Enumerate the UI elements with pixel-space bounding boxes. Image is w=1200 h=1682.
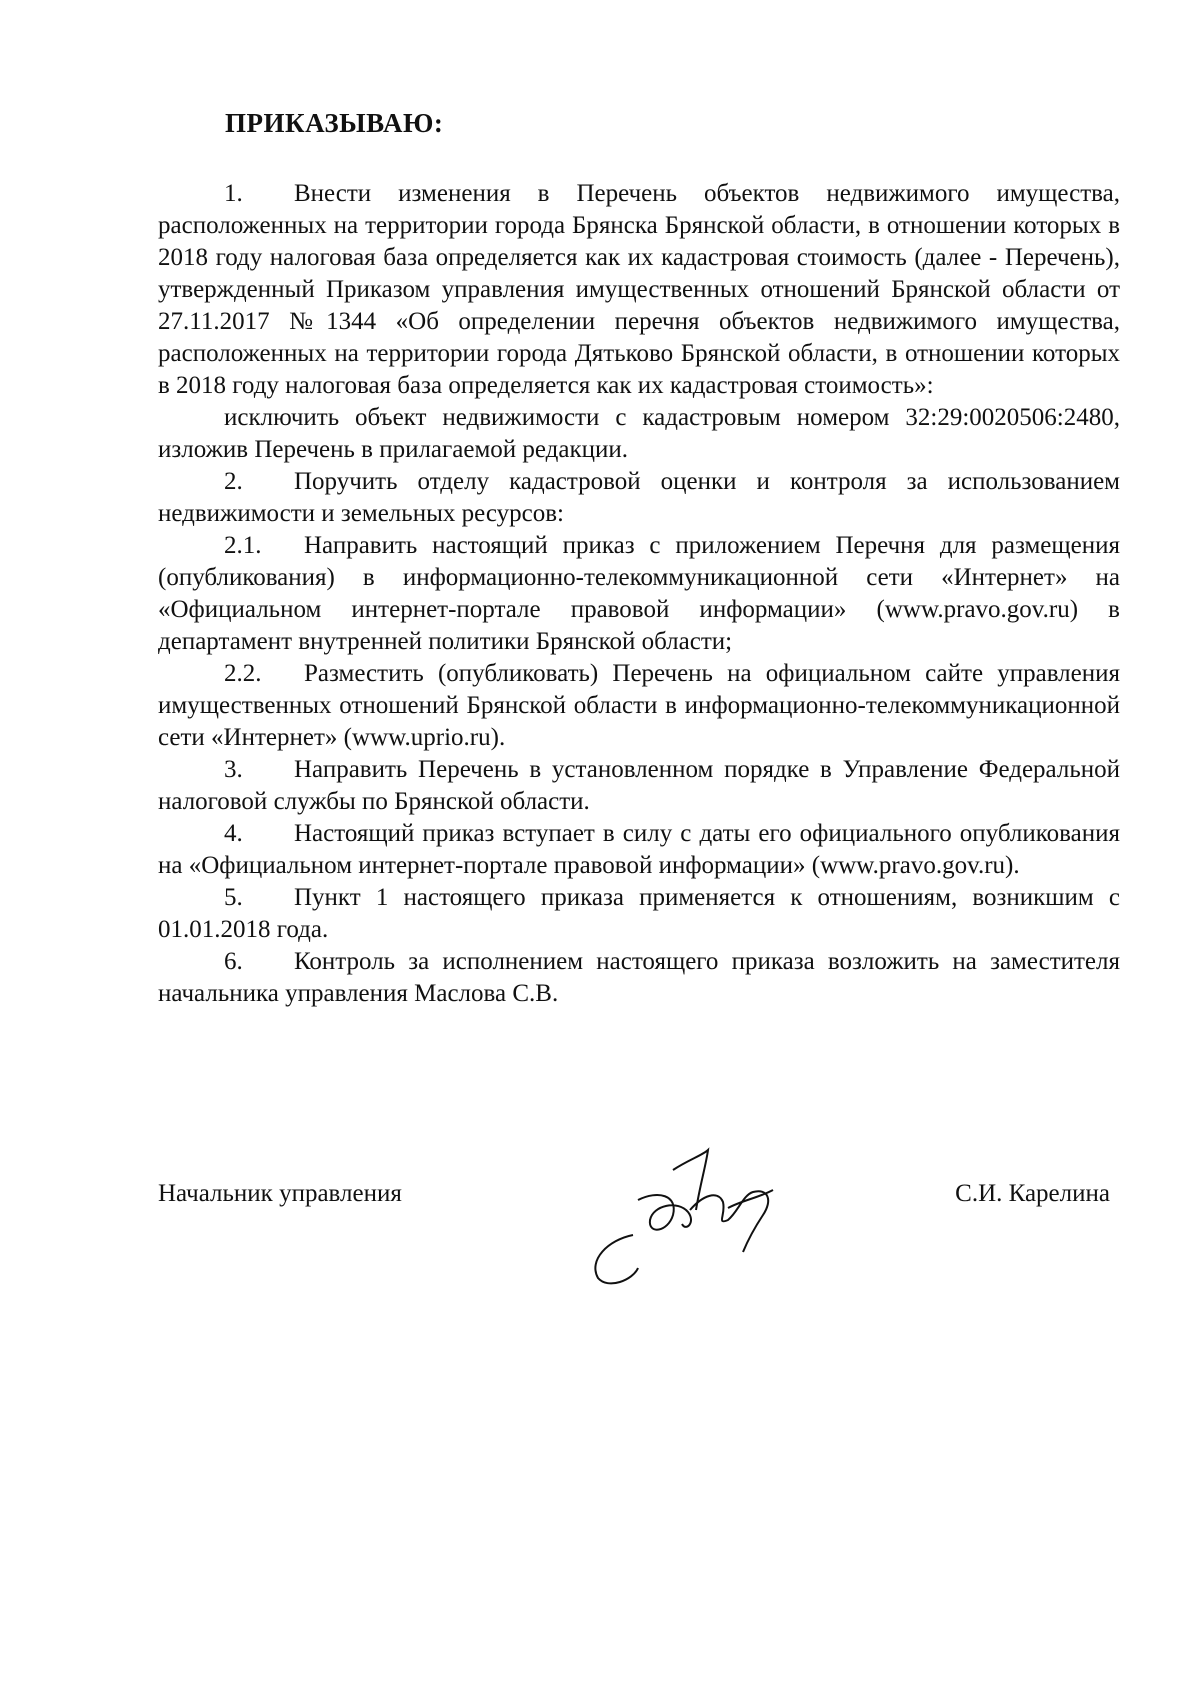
order-item-2-2 [158,658,1120,754]
item-text: Внести изменения в Перечень объектов недвижимого имущества, расположенных на территории города Брянска Брянской области, в отношении которых в 2018 году налоговая база определяется как их кадастровая стоимость (далее - Перечень), утвержденный Приказом управления имущественных отношений Брянской области от 27.11.2017 №1344 «Об определении перечня объектов недвижимого имущества, расположенных на территории города Дятьково Брянской области, в отношении которых в 2018 году налоговая база определяется как их кадастровая стоимость»: [158,180,1120,399]
item-number: 2.1. [224,532,262,559]
signatory-name: С.И. Карелина [955,1180,1110,1207]
item-number: 6. [224,948,243,975]
order-item-2-1 [158,530,1120,658]
order-item-1-subclause [158,402,1120,466]
order-item-5 [158,882,1120,946]
order-item-3 [158,754,1120,818]
item-text: Направить Перечень в установленном порядке в Управление Федеральной налоговой службы по Брянской области. [158,756,1120,815]
signature-block [158,1180,1120,1320]
item-text: Разместить (опубликовать) Перечень на официальном сайте управления имущественных отношений Брянской области в информационно-телекоммуникационной сети «Интернет» (www.uprio.ru). [158,660,1120,751]
handwritten-signature [578,1140,808,1290]
item-number: 2. [224,468,243,495]
item-number: 1. [224,180,243,207]
item-text: Направить настоящий приказ с приложением Перечня для размещения (опубликования) в информационно-телекоммуникационной сети «Интернет» на «Официальном интернет-портале правовой информации» (www.pravo.gov.ru) в департамент внутренней политики Брянской области; [158,532,1120,655]
order-heading: ПРИКАЗЫВАЮ: [225,108,444,138]
item-text: исключить объект недвижимости с кадастровым номером 32:29:0020506:2480, изложив Перечень в прилагаемой редакции. [158,404,1120,463]
item-text: Поручить отделу кадастровой оценки и контроля за использованием недвижимости и земельных ресурсов: [158,468,1120,527]
item-number: 5. [224,884,243,911]
item-text: Настоящий приказ вступает в силу с даты его официального опубликования на «Официальном интернет-портале правовой информации» (www.pravo.gov.ru). [158,820,1120,879]
signatory-role: Начальник управления [158,1180,402,1207]
item-number: 2.2. [224,660,262,687]
order-item-1 [158,178,1120,402]
item-number: 4. [224,820,243,847]
item-text: Пункт 1 настоящего приказа применяется к отношениям, возникшим с 01.01.2018 года. [158,884,1120,943]
order-body [158,178,1120,1010]
item-number: 3. [224,756,243,783]
order-item-6 [158,946,1120,1010]
order-item-4 [158,818,1120,882]
order-item-2 [158,466,1120,530]
item-text: Контроль за исполнением настоящего приказа возложить на заместителя начальника управления Маслова С.В. [158,948,1120,1007]
